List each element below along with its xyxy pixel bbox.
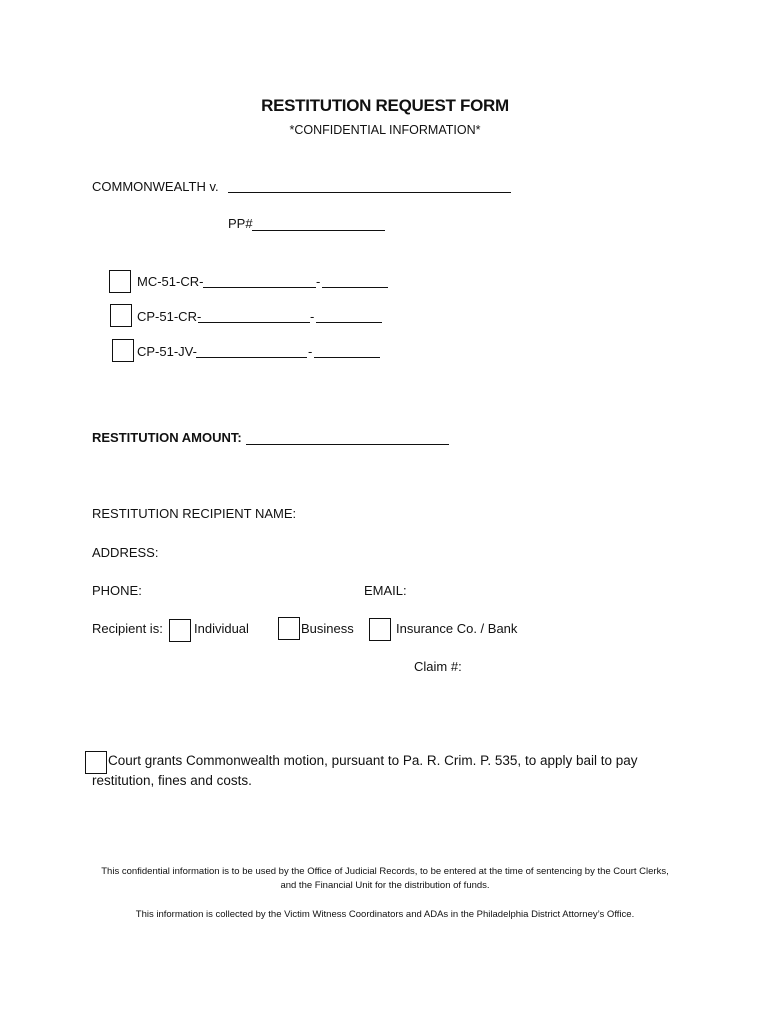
phone-label: PHONE: xyxy=(92,583,142,598)
docket-mc-cr-checkbox[interactable] xyxy=(109,270,131,293)
form-title: RESTITUTION REQUEST FORM xyxy=(261,96,509,115)
docket-mc-cr-field-1[interactable] xyxy=(203,287,316,288)
recipient-insurance-bank-checkbox[interactable] xyxy=(369,618,391,641)
docket-mc-cr-field-2[interactable] xyxy=(322,287,388,288)
commonwealth-label: COMMONWEALTH v. xyxy=(92,179,219,194)
recipient-type-label: Recipient is: xyxy=(92,621,163,636)
docket-mc-cr-dash: - xyxy=(316,274,321,289)
docket-cp-jv-prefix: CP-51-JV- xyxy=(137,344,197,359)
restitution-amount-field[interactable] xyxy=(246,444,449,445)
form-subtitle: *CONFIDENTIAL INFORMATION* xyxy=(289,123,481,137)
pp-number-field[interactable] xyxy=(252,230,385,231)
claim-number-label: Claim #: xyxy=(414,659,462,674)
docket-cp-cr-checkbox[interactable] xyxy=(110,304,132,327)
pp-number-label: PP# xyxy=(228,216,253,231)
docket-cp-cr-field-1[interactable] xyxy=(198,322,310,323)
commonwealth-defendant-field[interactable] xyxy=(228,192,511,193)
recipient-name-label: RESTITUTION RECIPIENT NAME: xyxy=(92,506,297,521)
docket-cp-jv-field-1[interactable] xyxy=(196,357,307,358)
recipient-individual-checkbox[interactable] xyxy=(169,619,191,642)
docket-cp-jv-field-2[interactable] xyxy=(314,357,380,358)
recipient-business-checkbox[interactable] xyxy=(278,617,300,640)
recipient-business-label: Business xyxy=(301,621,354,636)
recipient-individual-label: Individual xyxy=(194,621,249,636)
docket-cp-jv-dash: - xyxy=(308,344,313,359)
restitution-amount-label: RESTITUTION AMOUNT: xyxy=(92,430,242,445)
docket-cp-cr-field-2[interactable] xyxy=(316,322,382,323)
footer-note-usage: This confidential information is to be used by the Office of Judicial Records, to be entered at the time of sentencing by the Court Clerks, and the Financial Unit for the distribution of funds. xyxy=(101,866,669,891)
address-label: ADDRESS: xyxy=(92,545,159,560)
docket-cp-jv-checkbox[interactable] xyxy=(112,339,134,362)
recipient-insurance-bank-label: Insurance Co. / Bank xyxy=(396,621,518,636)
email-label: EMAIL: xyxy=(364,583,407,598)
docket-cp-cr-prefix: CP-51-CR- xyxy=(137,309,202,324)
docket-cp-cr-dash: - xyxy=(310,309,315,324)
bail-motion-text: Court grants Commonwealth motion, pursuant to Pa. R. Crim. P. 535, to apply bail to pay restitution, fines and costs. xyxy=(92,753,638,788)
footer-note-collection: This information is collected by the Victim Witness Coordinators and ADAs in the Philadelphia District Attorney’s Office. xyxy=(135,909,635,920)
docket-mc-cr-prefix: MC-51-CR- xyxy=(137,274,204,289)
